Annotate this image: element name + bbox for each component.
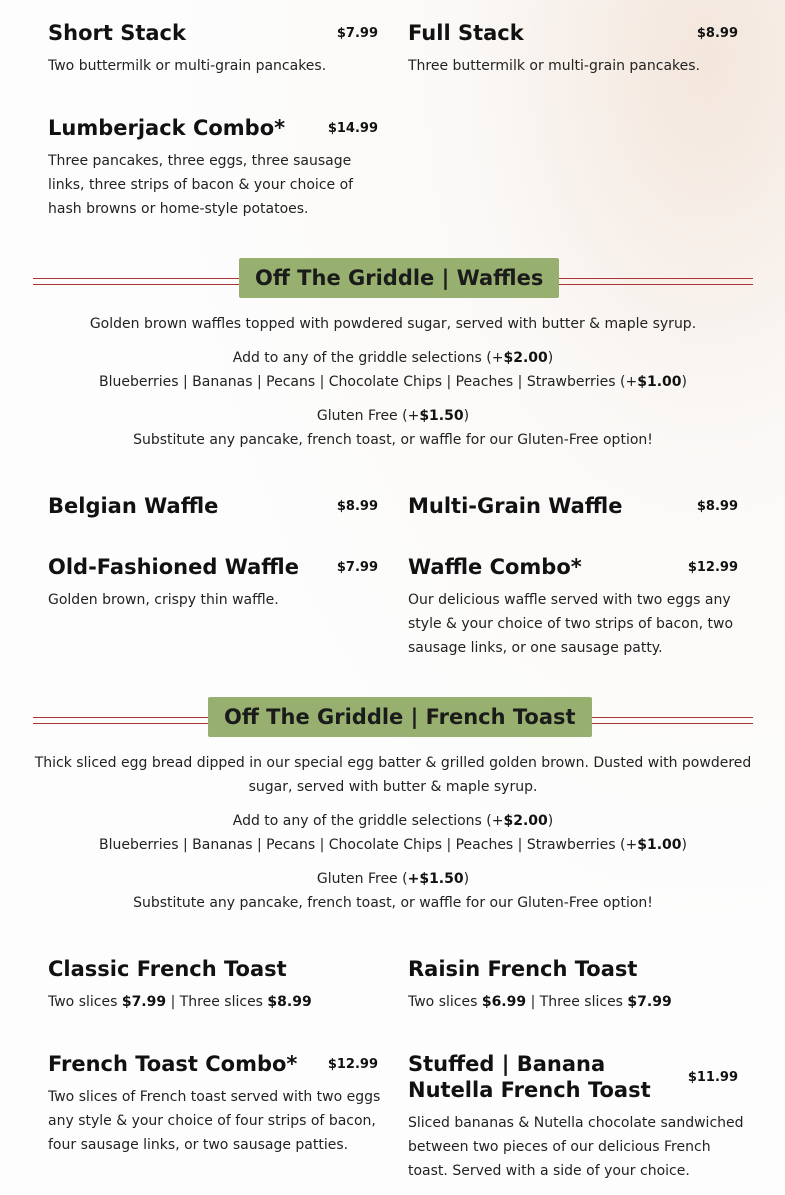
toppings-text: Blueberries | Bananas | Pecans | Chocolate Chips | Peaches | Strawberries (+ <box>99 374 638 390</box>
three-slices-price: $8.99 <box>267 994 312 1010</box>
item-price: $8.99 <box>696 498 738 514</box>
paren-close: ) <box>547 813 554 829</box>
item-description: Our delicious waffle served with two eggs any style & your choice of two strips of bacon, two sausage links, or one sausage patty. <box>408 592 734 656</box>
item-description: Golden brown, crispy thin waffle. <box>48 592 279 608</box>
two-slices-price: $6.99 <box>481 994 527 1010</box>
menu-item-stuffed-banana-nutella <box>408 1051 748 1183</box>
gluten-free-price: +$1.50 <box>407 871 464 887</box>
gluten-free-text: Gluten Free ( <box>316 871 408 887</box>
gluten-free-price: $1.50 <box>419 408 464 424</box>
gluten-free-text: Gluten Free (+ <box>316 408 420 424</box>
french-toast-toppings-line <box>33 833 753 857</box>
toppings-price: $1.00 <box>637 837 682 853</box>
item-name: Multi-Grain Waffle <box>408 494 623 518</box>
item-name: Raisin French Toast <box>408 957 638 981</box>
menu-item-french-toast-combo <box>48 1051 388 1157</box>
item-price: $12.99 <box>327 1056 378 1072</box>
addon-text: Add to any of the griddle selections (+ <box>232 813 504 829</box>
french-toast-intro: Thick sliced egg bread dipped in our special egg batter & grilled golden brown. Dusted with powdered sugar, served with butter & maple syrup. <box>34 755 752 795</box>
menu-item-raisin-french-toast <box>408 956 748 1014</box>
three-slices-label: | Three slices <box>166 994 268 1010</box>
two-slices-label: Two slices <box>48 994 122 1010</box>
paren-close: ) <box>463 408 470 424</box>
item-name: French Toast Combo* <box>48 1052 298 1076</box>
two-slices-price: $7.99 <box>121 994 167 1010</box>
paren-close: ) <box>681 837 687 853</box>
section-title-waffles: Off The Griddle | Waffles <box>239 258 559 298</box>
french-toast-gluten-free-line <box>33 867 753 891</box>
french-toast-gluten-free-note: Substitute any pancake, french toast, or waffle for our Gluten-Free option! <box>133 895 653 911</box>
item-description: Three pancakes, three eggs, three sausage links, three strips of bacon & your choice of hash browns or home-style potatoes. <box>48 153 354 217</box>
menu-item-multi-grain-waffle <box>408 493 738 519</box>
three-slices-price: $7.99 <box>627 994 672 1010</box>
item-name: Old-Fashioned Waffle <box>48 555 299 579</box>
addon-text: Add to any of the griddle selections (+ <box>232 350 504 366</box>
item-price: $7.99 <box>336 559 378 575</box>
addon-price: $2.00 <box>503 813 548 829</box>
item-description: Sliced bananas & Nutella chocolate sandwiched between two pieces of our delicious French toast. Served with a side of your choice. <box>408 1115 744 1179</box>
item-name: Waffle Combo* <box>408 555 582 579</box>
item-price: $14.99 <box>327 120 378 136</box>
item-name: Short Stack <box>48 21 186 45</box>
paren-close: ) <box>681 374 687 390</box>
addon-price: $2.00 <box>503 350 548 366</box>
waffles-gluten-free-note: Substitute any pancake, french toast, or waffle for our Gluten-Free option! <box>133 432 653 448</box>
menu-item-belgian-waffle <box>48 493 378 519</box>
item-price-options <box>48 990 388 1014</box>
menu-item-lumberjack-combo <box>48 115 388 221</box>
item-price: $8.99 <box>696 25 738 41</box>
item-price-options <box>408 990 748 1014</box>
item-price: $7.99 <box>336 25 378 41</box>
waffles-addon-line <box>33 346 753 370</box>
item-price: $8.99 <box>336 498 378 514</box>
menu-item-full-stack <box>408 20 748 78</box>
item-name: Belgian Waffle <box>48 494 219 518</box>
waffles-toppings-line <box>33 370 753 394</box>
item-description: Two buttermilk or multi-grain pancakes. <box>48 58 327 74</box>
item-name: Full Stack <box>408 21 524 45</box>
item-description: Three buttermilk or multi-grain pancakes. <box>408 58 701 74</box>
item-name: Classic French Toast <box>48 957 287 981</box>
paren-close: ) <box>547 350 554 366</box>
menu-item-classic-french-toast <box>48 956 388 1014</box>
item-price: $12.99 <box>687 559 738 575</box>
item-price: $11.99 <box>687 1069 738 1085</box>
menu-item-waffle-combo <box>408 554 748 660</box>
waffles-intro: Golden brown waffles topped with powdered sugar, served with butter & maple syrup. <box>89 316 697 332</box>
item-name: Lumberjack Combo* <box>48 116 286 140</box>
item-description: Two slices of French toast served with two eggs any style & your choice of four strips of bacon, four sausage links, or two sausage patties. <box>48 1089 381 1153</box>
french-toast-addon-line <box>33 809 753 833</box>
waffles-gluten-free-line <box>33 404 753 428</box>
menu-item-short-stack <box>48 20 388 78</box>
toppings-price: $1.00 <box>637 374 682 390</box>
three-slices-label: | Three slices <box>526 994 628 1010</box>
paren-close: ) <box>463 871 470 887</box>
section-title-french-toast: Off The Griddle | French Toast <box>208 697 592 737</box>
toppings-text: Blueberries | Bananas | Pecans | Chocolate Chips | Peaches | Strawberries (+ <box>99 837 638 853</box>
menu-item-old-fashioned-waffle <box>48 554 388 612</box>
two-slices-label: Two slices <box>408 994 482 1010</box>
item-name: Stuffed | Banana Nutella French Toast <box>408 1052 651 1102</box>
